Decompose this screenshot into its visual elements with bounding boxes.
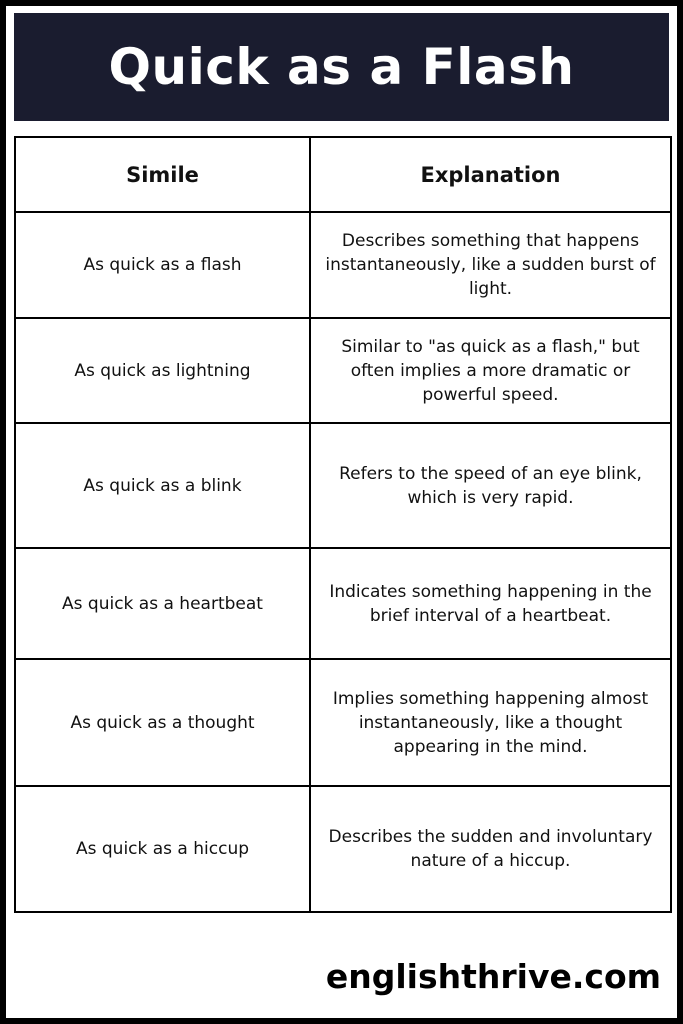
table-row (15, 548, 671, 659)
simile-cell: As quick as a thought (15, 659, 310, 786)
explanation-cell: Implies something happening almost instantaneously, like a thought appearing in the mind. (310, 659, 671, 786)
simile-table (14, 136, 672, 913)
simile-cell: As quick as a hiccup (15, 786, 310, 912)
simile-cell: As quick as a flash (15, 212, 310, 318)
explanation-cell: Describes the sudden and involuntary nature of a hiccup. (310, 786, 671, 912)
table-row (15, 786, 671, 912)
table-row (15, 318, 671, 423)
simile-cell: As quick as a blink (15, 423, 310, 548)
simile-cell: As quick as a heartbeat (15, 548, 310, 659)
site-watermark: englishthrive.com (325, 957, 661, 996)
column-header-explanation: Explanation (310, 137, 671, 212)
explanation-cell: Refers to the speed of an eye blink, which is very rapid. (310, 423, 671, 548)
explanation-cell: Similar to "as quick as a flash," but often implies a more dramatic or powerful speed. (310, 318, 671, 423)
simile-cell: As quick as lightning (15, 318, 310, 423)
column-header-simile: Simile (15, 137, 310, 212)
table-header-row (15, 137, 671, 212)
table-row (15, 423, 671, 548)
table-row (15, 212, 671, 318)
explanation-cell: Indicates something happening in the brief interval of a heartbeat. (310, 548, 671, 659)
explanation-cell: Describes something that happens instantaneously, like a sudden burst of light. (310, 212, 671, 318)
title-banner (14, 13, 669, 121)
page-title: Quick as a Flash (108, 38, 575, 96)
table-row (15, 659, 671, 786)
